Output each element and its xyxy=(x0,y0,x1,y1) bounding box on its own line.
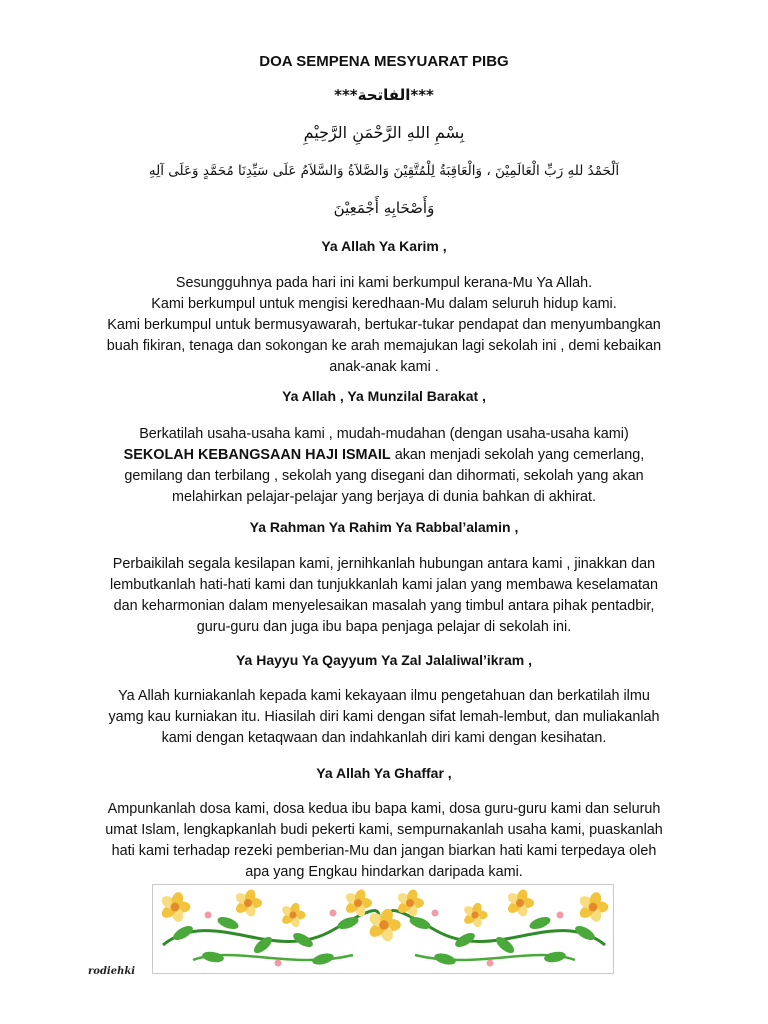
signature: rodiehki xyxy=(88,966,136,977)
paragraph-line: yamg kau kurniakan itu. Hiasilah diri kami dengan sifat lemah-lembut, dan muliakanlah xyxy=(108,709,660,725)
section-heading-munzilal-barakat: Ya Allah , Ya Munzilal Barakat , xyxy=(282,388,486,404)
section-paragraph-hayyu-qayyum xyxy=(84,686,684,749)
section-paragraph-munzilal-barakat xyxy=(84,424,684,508)
flower-center xyxy=(589,903,598,912)
floral-border-image xyxy=(152,884,614,974)
flower-center xyxy=(171,903,180,912)
bud-icon xyxy=(330,910,337,917)
section-paragraph-ghaffar xyxy=(84,799,684,883)
bud-icon xyxy=(275,960,282,967)
paragraph-line: melahirkan pelajar-pelajar yang berjaya di dunia bahkan di akhirat. xyxy=(172,489,596,505)
flower-center xyxy=(289,911,296,918)
flower-center xyxy=(354,899,362,907)
leaf-icon xyxy=(311,951,335,966)
paragraph-line: Perbaikilah segala kesilapan kami, jernihkanlah hubungan antara kami , jinakkan dan xyxy=(112,556,656,572)
section-heading-rahman-rahim: Ya Rahman Ya Rahim Ya Rabbal’alamin , xyxy=(249,519,519,535)
paragraph-line: dan keharmonian dalam menyelesaikan masalah yang timbul antara pihak pentadbir, xyxy=(113,598,655,614)
paragraph-line: apa yang Engkau hindarkan daripada kami. xyxy=(245,864,523,880)
paragraph-line: Ampunkanlah dosa kami, dosa kedua ibu bapa kami, dosa guru-guru kami dan seluruh xyxy=(107,801,661,817)
paragraph-line: anak-anak kami . xyxy=(329,359,439,375)
paragraph-line: buah fikiran, tenaga dan sokongan ke arah memajukan lagi sekolah ini , demi kebaikan xyxy=(106,338,662,354)
school-name: SEKOLAH KEBANGSAAN HAJI ISMAIL xyxy=(123,447,391,463)
vine-stem xyxy=(163,911,384,945)
bud-icon xyxy=(432,910,439,917)
paragraph-line-rest: akan menjadi sekolah yang cemerlang, xyxy=(390,447,645,463)
paragraph-line: Sesungguhnya pada hari ini kami berkumpul kerana-Mu Ya Allah. xyxy=(175,275,593,291)
flower-center xyxy=(406,899,414,907)
bud-icon xyxy=(487,960,494,967)
paragraph-line: guru-guru dan juga ibu bapa penjaga pelajar di sekolah ini. xyxy=(196,619,572,635)
fatihah-line: ***الفاتحة*** xyxy=(334,86,434,104)
section-heading-hayyu-qayyum: Ya Hayyu Ya Qayyum Ya Zal Jalaliwal’ikram , xyxy=(235,652,532,668)
bud-icon xyxy=(557,912,564,919)
flower-center xyxy=(516,899,524,907)
document-title: DOA SEMPENA MESYUARAT PIBG xyxy=(259,53,509,70)
arabic-praise-line-1: اَلْحَمْدُ للهِ رَبِّ الْعَالَمِيْنَ ، وَالْعَاقِبَةُ لِلْمُتَّقِيْنَ وَالصَّلاَةُ وَالسَّلاَمُ عَلَى سَيِّدِنَا مُحَمَّدٍ وَعَلَى آلِهِ xyxy=(148,163,620,179)
floral-vine-illustration xyxy=(153,885,614,974)
paragraph-line xyxy=(84,445,684,466)
vine-stem xyxy=(384,911,605,945)
flower-center xyxy=(244,899,252,907)
flower-center xyxy=(379,920,389,930)
section-heading-ghaffar: Ya Allah Ya Ghaffar , xyxy=(316,765,452,781)
paragraph-line: Ya Allah kurniakanlah kepada kami kekayaan ilmu pengetahuan dan berkatilah ilmu xyxy=(118,688,650,704)
paragraph-line: Berkatilah usaha-usaha kami , mudah-mudahan (dengan usaha-usaha kami) xyxy=(139,426,629,442)
leaf-icon xyxy=(543,950,566,964)
paragraph-line: Kami berkumpul untuk mengisi keredhaan-Mu dalam seluruh hidup kami. xyxy=(151,296,617,312)
arabic-praise-line-2: وَأَصْحَابِهِ أَجْمَعِيْنَ xyxy=(333,199,435,217)
paragraph-line: hati kami terhadap rezeki pemberian-Mu dan jangan biarkan hati kami terpedaya oleh xyxy=(111,843,657,859)
bud-icon xyxy=(205,912,212,919)
section-paragraph-rahman-rahim xyxy=(84,554,684,638)
flower-center xyxy=(471,911,478,918)
paragraph-line: kami dengan ketaqwaan dan indahkanlah diri kami dengan kesihatan. xyxy=(161,730,607,746)
leaf-icon xyxy=(433,951,457,966)
leaf-icon xyxy=(216,915,240,932)
leaf-icon xyxy=(528,915,552,932)
paragraph-line: umat Islam, lengkapkanlah budi pekerti kami, sempurnakanlah usaha kami, puaskanlah xyxy=(105,822,663,838)
paragraph-line: lembutkanlah hati-hati kami dan tunjukkanlah kami jalan yang membawa keselamatan xyxy=(110,577,658,593)
paragraph-line: Kami berkumpul untuk bermusyawarah, bertukar-tukar pendapat dan menyumbangkan xyxy=(107,317,661,333)
paragraph-line: gemilang dan terbilang , sekolah yang disegani dan dihormati, sekolah yang akan xyxy=(124,468,644,484)
section-paragraph-karim xyxy=(84,273,684,378)
basmalah-line: بِسْمِ اللهِ الرَّحْمَنِ الرَّحِيْمِ xyxy=(303,123,465,142)
section-heading-karim: Ya Allah Ya Karim , xyxy=(321,238,447,254)
leaf-icon xyxy=(201,950,224,964)
